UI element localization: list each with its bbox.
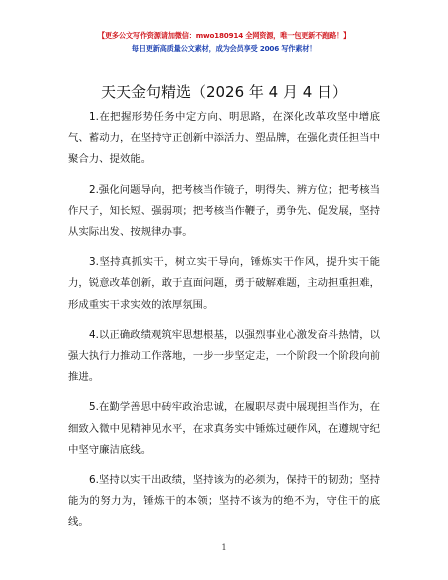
paragraph-2: 2.强化问题导向，把考核当作镜子，明得失、辨方位；把考核当作尺子，知长短、强弱项；把考核当作鞭子，勇争先、促发展，坚持从实际出发、按规律办事。 xyxy=(68,183,380,239)
paragraph-5: 5.在勤学善思中砖牢政治忠诚，在履职尽责中展现担当作为，在细致入微中见精神见水平，在求真务实中锤炼过硬作风，在遵规守纪中坚守廉洁底线。 xyxy=(68,401,380,456)
page-number: 1 xyxy=(221,543,227,552)
header-notice-red: 【更多公文写作资源请加微信：mwo180914 全网资源，唯一包更新不跑路！】 xyxy=(97,31,351,40)
paragraph-3: 3.坚持真抓实干，树立实干导向，锤炼实干作风，提升实干能力，锐意改革创新，敢于直面问题，勇于破解难题，主动担重担难，形成重实干求实效的浓厚氛围。 xyxy=(68,256,380,311)
document-body xyxy=(68,107,380,543)
header-notice-blue: 每日更新高质量公文素材，成为会员享受 2006 写作素材！ xyxy=(131,44,317,53)
paragraph-1: 1.在把握形势任务中定方向、明思路，在深化改革攻坚中增底气、蓄动力，在坚持守正创新中添活力、塑品牌，在强化责任担当中聚合力、提效能。 xyxy=(68,111,380,166)
paragraph-6: 6.坚持以实干出政绩，坚持该为的必须为，保持干的韧劲；坚持能为的努力为，锤炼干的本领；坚持不该为的绝不为，守住干的底线。 xyxy=(68,474,380,529)
document-title: 天天金句精选（2026 年 4 月 4 日） xyxy=(100,83,348,101)
paragraph-4: 4.以正确政绩观筑牢思想根基，以强烈事业心激发奋斗热情，以强大执行力推动工作落地，一步一步坚定走，一个阶段一个阶段向前推进。 xyxy=(68,328,380,384)
